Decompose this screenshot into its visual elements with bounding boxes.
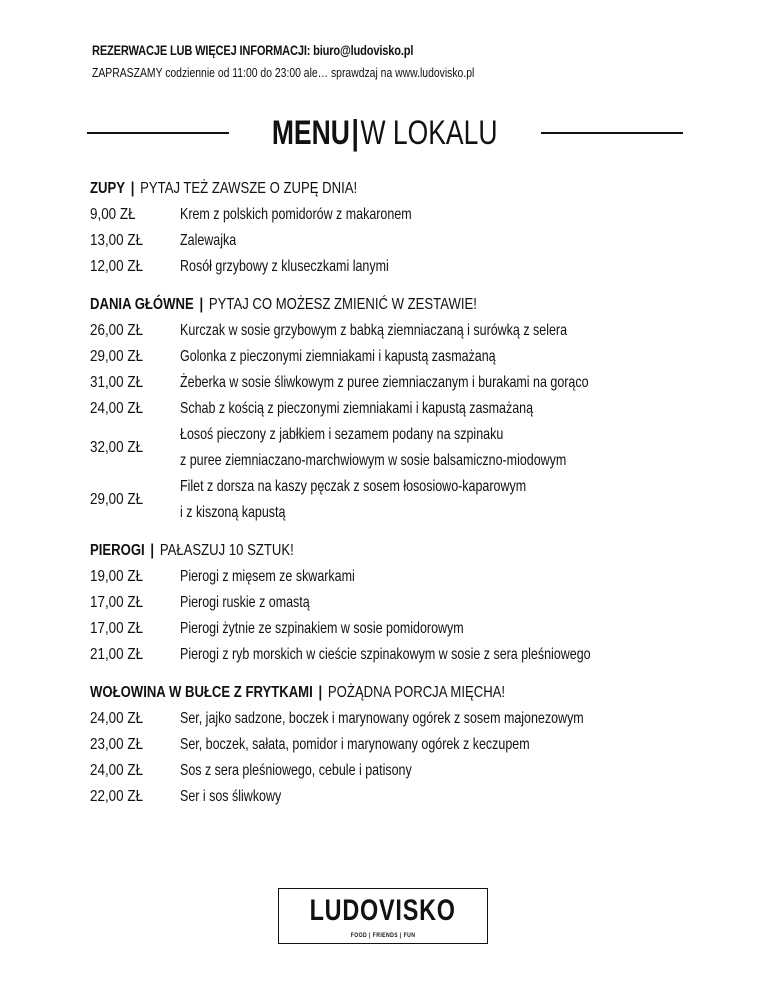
menu-section [90, 176, 690, 280]
item-price: 24,00 ZŁ [90, 710, 144, 727]
item-description: z puree ziemniaczano-marchwiowym w sosie balsamiczno-miodowym [180, 452, 567, 469]
section-note: PYTAJ CO MOŻESZ ZMIENIĆ W ZESTAWIE! [208, 296, 477, 313]
item-description: Pierogi żytnie ze szpinakiem w sosie pomidorowym [180, 620, 464, 637]
section-separator: | [130, 180, 135, 197]
section-note: PAŁASZUJ 10 SZTUK! [159, 542, 294, 559]
menu-title-row [87, 113, 683, 153]
item-price: 9,00 ZŁ [90, 206, 136, 223]
item-description: Zalewajka [180, 232, 237, 249]
section-note: POŻĄDNA PORCJA MIĘCHA! [327, 684, 506, 701]
menu-item [90, 228, 690, 254]
title-separator: | [351, 114, 360, 152]
menu-item [90, 202, 690, 228]
menu-item [90, 422, 690, 474]
section-title: ZUPY [90, 180, 125, 197]
page-title [87, 113, 683, 153]
item-description: Pierogi z mięsem ze skwarkami [180, 568, 355, 585]
item-description: i z kiszoną kapustą [180, 504, 286, 521]
item-price: 17,00 ZŁ [90, 620, 144, 637]
item-price: 13,00 ZŁ [90, 232, 144, 249]
section-note: PYTAJ TEŻ ZAWSZE O ZUPĘ DNIA! [140, 180, 358, 197]
section-heading [90, 176, 582, 202]
item-description: Kurczak w sosie grzybowym z babką ziemniaczaną i surówką z selera [180, 322, 568, 339]
menu-item [90, 318, 690, 344]
section-separator: | [150, 542, 155, 559]
section-separator: | [199, 296, 204, 313]
menu-item [90, 642, 690, 668]
menu-item [90, 474, 690, 526]
item-description: Schab z kością z pieczonymi ziemniakami i kapustą zasmażaną [180, 400, 534, 417]
item-price: 17,00 ZŁ [90, 594, 144, 611]
menu-item [90, 564, 690, 590]
item-description: Ser, boczek, sałata, pomidor i marynowany ogórek z keczupem [180, 736, 530, 753]
item-price: 19,00 ZŁ [90, 568, 144, 585]
menu-item [90, 590, 690, 616]
title-menu: MENU [272, 114, 351, 152]
menu-item [90, 758, 690, 784]
item-price: 24,00 ZŁ [90, 400, 144, 417]
item-description: Krem z polskich pomidorów z makaronem [180, 206, 412, 223]
section-separator: | [318, 684, 323, 701]
item-description: Pierogi ruskie z omastą [180, 594, 310, 611]
item-price: 26,00 ZŁ [90, 322, 144, 339]
item-description: Rosół grzybowy z kluseczkami lanymi [180, 258, 389, 275]
item-description: Filet z dorsza na kaszy pęczak z sosem łososiowo-kaparowym [180, 478, 527, 495]
menu-item [90, 344, 690, 370]
menu-item [90, 254, 690, 280]
logo-tagline: FOOD | FRIENDS | FUN [347, 932, 418, 940]
menu-section [90, 292, 690, 526]
section-heading [90, 680, 582, 706]
section-heading [90, 292, 582, 318]
opening-hours: ZAPRASZAMY codziennie od 11:00 do 23:00 ale… sprawdzaj na www.ludovisko.pl [92, 65, 475, 80]
item-price: 29,00 ZŁ [90, 348, 144, 365]
item-description: Sos z sera pleśniowego, cebule i patisony [180, 762, 412, 779]
item-price: 12,00 ZŁ [90, 258, 144, 275]
menu-item [90, 784, 690, 810]
menu-section [90, 680, 690, 810]
item-price: 32,00 ZŁ [90, 439, 144, 456]
menu-item [90, 732, 690, 758]
menu-section [90, 538, 690, 668]
title-location: W LOKALU [360, 114, 498, 152]
section-title: PIEROGI [90, 542, 145, 559]
item-description: Ser, jajko sadzone, boczek i marynowany ogórek z sosem majonezowym [180, 710, 584, 727]
item-description: Ser i sos śliwkowy [180, 788, 282, 805]
section-title: WOŁOWINA W BUŁCE Z FRYTKAMI [90, 684, 313, 701]
item-price: 21,00 ZŁ [90, 646, 144, 663]
section-title: DANIA GŁÓWNE [90, 296, 194, 313]
item-price: 22,00 ZŁ [90, 788, 144, 805]
menu-item [90, 706, 690, 732]
menu-sections [90, 176, 690, 822]
item-price: 24,00 ZŁ [90, 762, 144, 779]
item-description: Żeberka w sosie śliwkowym z puree ziemniaczanym i burakami na gorąco [180, 374, 589, 391]
menu-item [90, 396, 690, 422]
reservation-info: REZERWACJE LUB WIĘCEJ INFORMACJI: biuro@ludovisko.pl [92, 43, 414, 58]
item-description: Łosoś pieczony z jabłkiem i sezamem podany na szpinaku [180, 426, 504, 443]
logo-wordmark: LUDOVISKO [309, 894, 457, 927]
item-description: Pierogi z ryb morskich w cieście szpinakowym w sosie z sera pleśniowego [180, 646, 591, 663]
contact-header [92, 42, 570, 82]
ludovisko-logo [278, 888, 488, 944]
item-price: 31,00 ZŁ [90, 374, 144, 391]
item-price: 29,00 ZŁ [90, 491, 144, 508]
item-description: Golonka z pieczonymi ziemniakami i kapustą zasmażaną [180, 348, 496, 365]
section-heading [90, 538, 582, 564]
item-price: 23,00 ZŁ [90, 736, 144, 753]
menu-item [90, 616, 690, 642]
menu-item [90, 370, 690, 396]
